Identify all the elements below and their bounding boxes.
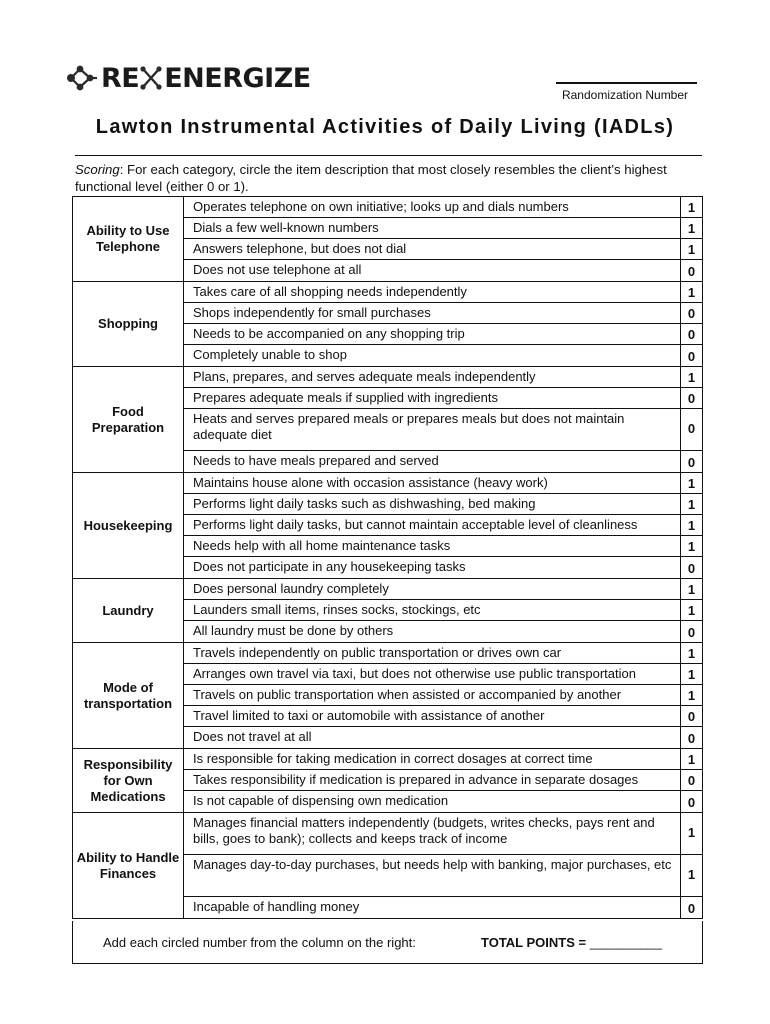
category-food-preparation: Food Preparation [73, 367, 184, 473]
item-description[interactable]: Operates telephone on own initiative; looks up and dials numbers [184, 197, 681, 218]
item-description[interactable]: Dials a few well-known numbers [184, 218, 681, 239]
item-points[interactable]: 0 [681, 324, 703, 345]
item-description[interactable]: Maintains house alone with occasion assistance (heavy work) [184, 473, 681, 494]
item-points[interactable]: 0 [681, 557, 703, 579]
item-points[interactable]: 1 [681, 239, 703, 260]
total-points [481, 935, 662, 950]
item-description[interactable]: Plans, prepares, and serves adequate meals independently [184, 367, 681, 388]
item-points[interactable]: 0 [681, 706, 703, 727]
logo-text-energize: ENERGIZE [164, 62, 311, 94]
item-description[interactable]: Does not participate in any housekeeping tasks [184, 557, 681, 579]
item-points[interactable]: 1 [681, 749, 703, 770]
item-description[interactable]: Incapable of handling money [184, 897, 681, 919]
item-description[interactable]: Needs to have meals prepared and served [184, 451, 681, 473]
item-description[interactable]: Shops independently for small purchases [184, 303, 681, 324]
item-description[interactable]: Performs light daily tasks such as dishwashing, bed making [184, 494, 681, 515]
item-description[interactable]: Heats and serves prepared meals or prepares meals but does not maintain adequate diet [184, 409, 681, 451]
scoring-label: Scoring [75, 162, 120, 177]
item-description[interactable]: Is responsible for taking medication in correct dosages at correct time [184, 749, 681, 770]
item-points[interactable]: 0 [681, 388, 703, 409]
item-description[interactable]: Is not capable of dispensing own medication [184, 791, 681, 813]
item-points[interactable]: 1 [681, 600, 703, 621]
total-points-label: TOTAL POINTS = [481, 935, 590, 950]
item-points[interactable]: 0 [681, 303, 703, 324]
logo-text-re: RE [101, 62, 140, 94]
scoring-text: : For each category, circle the item description that most closely resembles the client’s highest functional level (either 0 or 1). [75, 162, 667, 194]
item-points[interactable]: 1 [681, 855, 703, 897]
item-description[interactable]: Travels on public transportation when assisted or accompanied by another [184, 685, 681, 706]
item-description[interactable]: Arranges own travel via taxi, but does not otherwise use public transportation [184, 664, 681, 685]
randomization-number-line[interactable] [556, 82, 697, 84]
item-description[interactable]: Travels independently on public transportation or drives own car [184, 643, 681, 664]
item-description[interactable]: Performs light daily tasks, but cannot maintain acceptable level of cleanliness [184, 515, 681, 536]
molecule-arrow-icon [66, 63, 98, 93]
item-description[interactable]: All laundry must be done by others [184, 621, 681, 643]
item-description[interactable]: Takes responsibility if medication is prepared in advance in separate dosages [184, 770, 681, 791]
item-description[interactable]: Manages financial matters independently (budgets, writes checks, pays rent and bills, goes to bank); collects and keeps track of income [184, 813, 681, 855]
item-description[interactable]: Completely unable to shop [184, 345, 681, 367]
total-points-field[interactable]: __________ [589, 935, 663, 950]
item-points[interactable]: 1 [681, 664, 703, 685]
item-points[interactable]: 0 [681, 451, 703, 473]
reenergize-logo [66, 60, 311, 96]
category-shopping: Shopping [73, 282, 184, 367]
item-points[interactable]: 0 [681, 897, 703, 919]
item-description[interactable]: Launders small items, rinses socks, stockings, etc [184, 600, 681, 621]
item-description[interactable]: Needs help with all home maintenance tasks [184, 536, 681, 557]
item-description[interactable]: Travel limited to taxi or automobile with assistance of another [184, 706, 681, 727]
item-points[interactable]: 0 [681, 770, 703, 791]
item-points[interactable]: 1 [681, 282, 703, 303]
item-points[interactable]: 1 [681, 685, 703, 706]
item-points[interactable]: 1 [681, 515, 703, 536]
item-points[interactable]: 1 [681, 494, 703, 515]
item-points[interactable]: 1 [681, 536, 703, 557]
total-instruction: Add each circled number from the column on the right: [103, 935, 416, 950]
item-points[interactable]: 0 [681, 621, 703, 643]
item-points[interactable]: 0 [681, 409, 703, 451]
item-points[interactable]: 0 [681, 260, 703, 282]
item-points[interactable]: 1 [681, 813, 703, 855]
item-description[interactable]: Does not travel at all [184, 727, 681, 749]
total-section [72, 921, 703, 964]
category-laundry: Laundry [73, 579, 184, 643]
item-points[interactable]: 1 [681, 473, 703, 494]
item-points[interactable]: 1 [681, 197, 703, 218]
category-transportation: Mode of transportation [73, 643, 184, 749]
item-description[interactable]: Does not use telephone at all [184, 260, 681, 282]
category-telephone: Ability to Use Telephone [73, 197, 184, 282]
item-points[interactable]: 0 [681, 791, 703, 813]
item-description[interactable]: Does personal laundry completely [184, 579, 681, 600]
item-description[interactable]: Answers telephone, but does not dial [184, 239, 681, 260]
randomization-number-label: Randomization Number [561, 88, 689, 102]
page-title: Lawton Instrumental Activities of Daily Living (IADLs) [95, 116, 675, 138]
category-housekeeping: Housekeeping [73, 473, 184, 579]
item-description[interactable]: Needs to be accompanied on any shopping trip [184, 324, 681, 345]
item-points[interactable]: 0 [681, 727, 703, 749]
category-medications: Responsibility for Own Medications [73, 749, 184, 813]
item-points[interactable]: 1 [681, 367, 703, 388]
title-divider [75, 155, 702, 156]
item-description[interactable]: Prepares adequate meals if supplied with ingredients [184, 388, 681, 409]
scoring-instructions [75, 161, 705, 195]
iadl-table [72, 196, 703, 919]
logo-cross-icon [140, 65, 162, 91]
item-points[interactable]: 1 [681, 643, 703, 664]
item-description[interactable]: Takes care of all shopping needs independently [184, 282, 681, 303]
category-finances: Ability to Handle Finances [73, 813, 184, 919]
item-points[interactable]: 0 [681, 345, 703, 367]
item-points[interactable]: 1 [681, 579, 703, 600]
item-description[interactable]: Manages day-to-day purchases, but needs help with banking, major purchases, etc [184, 855, 681, 897]
item-points[interactable]: 1 [681, 218, 703, 239]
